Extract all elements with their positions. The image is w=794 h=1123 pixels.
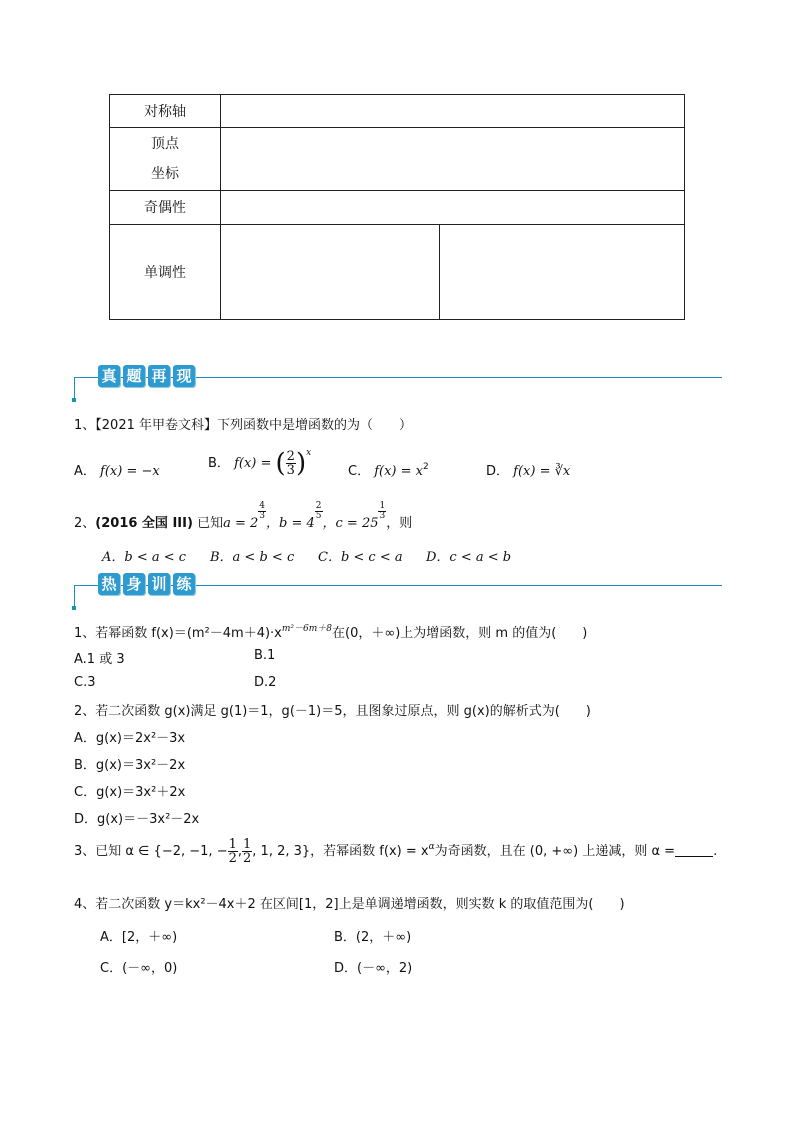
exponent-c: $\frac{1}{3}$ (379, 501, 386, 521)
expr-a: a = 2 (223, 516, 259, 531)
warmup-1 (74, 622, 587, 641)
w4-option-c: C．(－∞，0) (100, 961, 178, 976)
table-cell (221, 191, 685, 224)
section-banner-warmup (0, 573, 794, 613)
question-text: 3、已知 α ∈ {−2, −1, − (74, 844, 228, 859)
section-banner-real-questions (0, 365, 794, 405)
w2-option-b: B．g(x)＝3x²－2x (74, 758, 186, 773)
expr-b: ，b = 4 (266, 516, 315, 531)
table-cell (221, 224, 440, 319)
question-source: 【2021 年甲卷文科】 (95, 418, 217, 433)
row-label-monotonicity: 单调性 (110, 224, 221, 319)
option-expr: f(x) = ∛x (513, 464, 571, 479)
table-row (110, 191, 685, 224)
option-expr: f(x) = x (374, 464, 423, 479)
section-title (98, 573, 195, 595)
option-letter: C． (348, 464, 371, 479)
question-number: 1、 (74, 418, 96, 433)
question-text: 为奇函数，且在 (0, +∞) 上递减，则 α = (434, 844, 676, 859)
exponent: x (306, 448, 312, 458)
q2-option-d: D．c < a < b (426, 550, 512, 565)
option-expr: f(x) = (234, 456, 272, 471)
option-letter: D． (486, 464, 510, 479)
question-text: 已知 (197, 516, 224, 531)
section-title (98, 365, 195, 387)
question-text: , 1, 2, 3}，若幂函数 f(x) = x (252, 844, 429, 859)
exponent-a: $\frac{4}{3}$ (259, 501, 265, 521)
title-char: 题 (123, 365, 145, 387)
q1-option-b: B． f(x) = ( $\frac{2}{3}$ )$^x$ (208, 448, 312, 479)
w4-option-d: D．(－∞，2) (334, 961, 413, 976)
table-cell (221, 128, 685, 191)
q2-option-c: C．b < c < a (318, 550, 403, 565)
warmup-4: 4、若二次函数 y＝kx²－4x＋2 在区间[1，2]上是单调递增函数，则实数 k 的取值范围为( ) (74, 897, 625, 912)
w4-option-a: A．[2，＋∞) (100, 930, 178, 945)
w2-option-a: A．g(x)＝2x²－3x (74, 731, 186, 746)
row-label-axis: 对称轴 (110, 95, 221, 128)
question-text: 在(0，＋∞)上为增函数，则 m 的值为( ) (332, 626, 588, 641)
answer-blank[interactable] (675, 844, 713, 857)
row-label-parity: 奇偶性 (110, 191, 221, 224)
vertex-label-line2: 坐标 (151, 166, 179, 183)
question-text: ，则 (386, 516, 413, 531)
w2-option-d: D．g(x)＝－3x²－2x (74, 812, 200, 827)
title-char: 训 (148, 573, 170, 595)
w1-option-b: B.1 (254, 648, 276, 663)
q1-option-a (74, 460, 160, 479)
question-text: 下列函数中是增函数的为（ ） (217, 418, 413, 433)
vertex-label-line1: 顶点 (151, 136, 179, 153)
option-letter: B． (208, 456, 230, 471)
title-char: 身 (123, 573, 145, 595)
q2-option-b: B．a < b < c (210, 550, 295, 565)
q1-option-c (348, 460, 429, 479)
period: . (713, 844, 718, 859)
question-2 (74, 501, 413, 533)
fraction: $\frac{2}{3}$ (286, 449, 295, 478)
expr-c: ，c = 25 (322, 516, 379, 531)
table-cell (221, 95, 685, 128)
question-source: (2016 全国 III) (95, 516, 193, 531)
w1-option-a: A.1 或 3 (74, 652, 125, 667)
exponent: m²－6m＋8 (281, 624, 333, 634)
table-row (110, 224, 685, 319)
q2-option-a: A．b < a < c (102, 550, 187, 565)
w2-option-c: C．g(x)＝3x²＋2x (74, 785, 186, 800)
exponent: 2 (423, 462, 429, 472)
warmup-3: 3、已知 α ∈ {−2, −1, − $\frac{1}{2}$ , $\frac{1}{2}$ , 1, 2, 3}，若幂函数 $f(x) = x^\alpha$为奇函数，且在 (0, +∞) 上递减，则 α = . (74, 837, 718, 866)
title-char: 练 (173, 573, 195, 595)
question-text: 1、若幂函数 f(x)＝(m²－4m＋4)·x (74, 626, 282, 641)
row-label-vertex (110, 128, 221, 191)
option-letter: A． (74, 464, 96, 479)
title-char: 热 (98, 573, 120, 595)
fraction: $\frac{1}{2}$ (243, 837, 252, 866)
table-row (110, 95, 685, 128)
exponent: α (428, 842, 435, 852)
w4-option-b: B．(2，＋∞) (334, 930, 412, 945)
question-number: 2、 (74, 516, 96, 531)
w1-option-d: D.2 (254, 675, 277, 690)
title-char: 真 (98, 365, 120, 387)
warmup-2: 2、若二次函数 g(x)满足 g(1)＝1，g(－1)＝5，且图象过原点，则 g(x)的解析式为( ) (74, 704, 591, 719)
properties-table (109, 94, 685, 320)
option-expr: f(x) = −x (100, 464, 160, 479)
q1-option-d (486, 460, 570, 479)
question-1 (74, 414, 412, 433)
table-cell (440, 224, 685, 319)
title-char: 现 (173, 365, 195, 387)
fraction: $\frac{1}{2}$ (228, 837, 237, 866)
w1-option-c: C.3 (74, 675, 96, 690)
exponent-b: $\frac{2}{5}$ (315, 501, 322, 521)
table-row (110, 128, 685, 191)
title-char: 再 (148, 365, 170, 387)
